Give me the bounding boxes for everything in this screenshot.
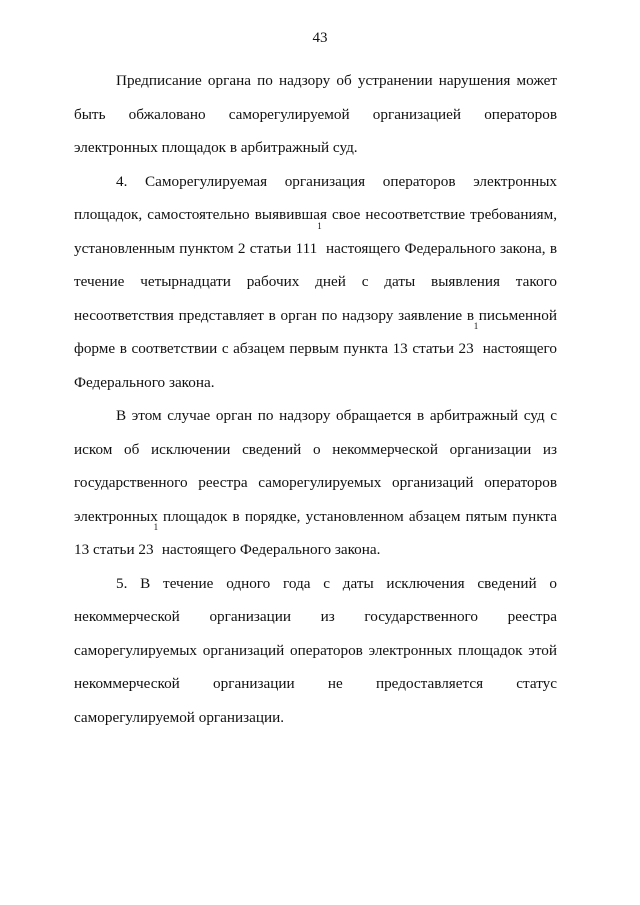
- superscript: 1: [473, 321, 479, 331]
- text-segment: настоящего Федерального закона.: [158, 541, 381, 558]
- text-segment: установленным пунктом 2 статьи 111: [74, 239, 318, 257]
- superscript: 1: [317, 220, 322, 231]
- superscript: 1: [153, 522, 159, 532]
- text-line: площадок, самостоятельно выявившая свое несоответствие требованиям,: [74, 206, 557, 223]
- paragraph-1: [74, 64, 557, 165]
- text-line: В этом случае орган по надзору обращается в арбитражный суд с: [116, 407, 557, 424]
- text-line: Федерального закона.: [74, 373, 215, 391]
- text-line: [74, 220, 557, 266]
- text-line: некоммерческой организации не предоставляется статус: [74, 675, 557, 692]
- text-segment: настоящего Федерального закона, в: [321, 239, 557, 257]
- text-line: быть обжаловано саморегулируемой организацией операторов: [74, 105, 557, 123]
- text-line: 5. В течение одного года с даты исключения сведений о: [116, 574, 557, 592]
- text-line: саморегулируемых организаций операторов электронных площадок этой: [74, 641, 557, 659]
- text-segment: настоящего: [478, 340, 557, 357]
- text-line: иском об исключении сведений о некоммерческой организации из: [74, 440, 557, 458]
- paragraph-3: [74, 399, 557, 567]
- text-line: электронных площадок в порядке, установленном абзацем пятым пункта: [74, 507, 557, 525]
- paragraph-4: [74, 567, 557, 735]
- text-line: Предписание органа по надзору об устранении нарушения может: [116, 72, 557, 89]
- text-line: течение четырнадцати рабочих дней с даты выявления такого: [74, 273, 557, 290]
- text-line: саморегулируемой организации.: [74, 708, 285, 726]
- text-line: [74, 321, 557, 366]
- page-number: 43: [312, 30, 328, 46]
- document-body: [74, 64, 557, 734]
- text-line: электронных площадок в арбитражный суд.: [74, 139, 358, 156]
- text-segment: 13 статьи 23: [74, 541, 154, 558]
- text-line: несоответствия представляет в орган по надзору заявление в письменной: [74, 306, 557, 324]
- text-line: [74, 522, 557, 567]
- paragraph-2: [74, 165, 557, 400]
- text-segment: форме в соответствии с абзацем первым пункта 13 статьи 23: [74, 340, 474, 357]
- text-line: 4. Саморегулируемая организация операторов электронных: [116, 172, 557, 190]
- text-line: государственного реестра саморегулируемых организаций операторов: [74, 474, 557, 491]
- text-line: некоммерческой организации из государственного реестра: [74, 608, 557, 625]
